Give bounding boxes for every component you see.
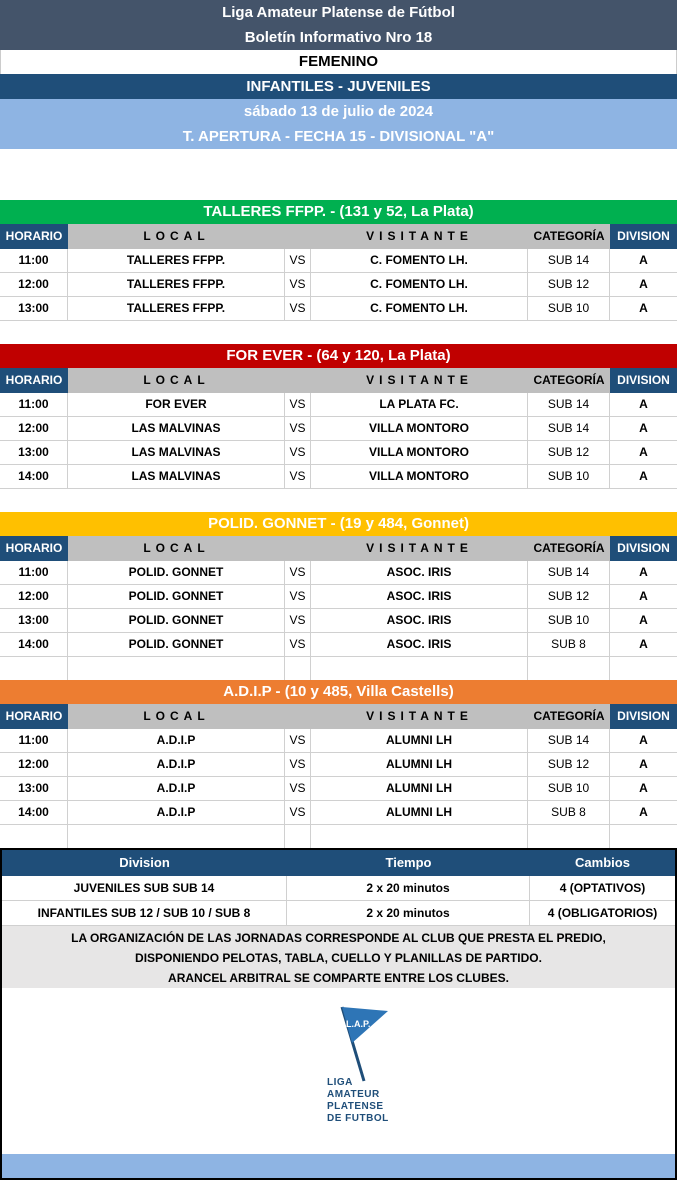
match-division: A	[639, 469, 648, 483]
match-time: 11:00	[0, 729, 68, 752]
rules-header-time: Tiempo	[385, 855, 432, 870]
visitor-team	[311, 657, 528, 680]
header-visitante: VISITANTE	[311, 536, 528, 561]
header-categoria: CATEGORÍA	[528, 224, 610, 249]
visitor-team: VILLA MONTORO	[311, 441, 528, 464]
header-categoria: CATEGORÍA	[528, 704, 610, 729]
match-division: A	[639, 421, 648, 435]
vs-label: VS	[285, 249, 311, 272]
match-division: A	[639, 637, 648, 651]
header-local: LOCAL	[68, 368, 285, 393]
match-row	[0, 273, 677, 297]
rules-header	[2, 850, 675, 876]
match-division: A	[639, 565, 648, 579]
local-team: FOR EVER	[68, 393, 285, 416]
tournament-label: T. APERTURA - FECHA 15 - DIVISIONAL "A"	[182, 128, 495, 145]
match-time	[0, 825, 68, 848]
match-category: SUB 14	[528, 249, 610, 272]
local-team: A.D.I.P	[68, 753, 285, 776]
venue-block	[0, 512, 677, 681]
match-row	[0, 777, 677, 801]
header-vs	[285, 536, 311, 561]
match-row	[0, 825, 677, 849]
match-division: A	[639, 277, 648, 291]
match-time: 12:00	[0, 753, 68, 776]
visitor-team: ASOC. IRIS	[311, 609, 528, 632]
schedule-header	[0, 536, 677, 561]
organization-notes	[2, 926, 675, 988]
note-line: DISPONIENDO PELOTAS, TABLA, CUELLO Y PLANILLAS DE PARTIDO.	[135, 951, 542, 965]
visitor-team: C. FOMENTO LH.	[311, 249, 528, 272]
rules-header-changes: Cambios	[575, 855, 630, 870]
match-row	[0, 585, 677, 609]
match-category: SUB 14	[528, 393, 610, 416]
match-division	[610, 825, 677, 848]
visitor-team: ALUMNI LH	[311, 777, 528, 800]
header-visitante: VISITANTE	[311, 224, 528, 249]
match-row	[0, 297, 677, 321]
match-category: SUB 14	[528, 417, 610, 440]
logo-line: AMATEUR	[327, 1089, 380, 1100]
header-local: LOCAL	[68, 224, 285, 249]
match-row	[0, 801, 677, 825]
local-team: LAS MALVINAS	[68, 441, 285, 464]
date-band	[0, 99, 677, 149]
match-time: 12:00	[0, 585, 68, 608]
visitor-team: C. FOMENTO LH.	[311, 297, 528, 320]
local-team: A.D.I.P	[68, 777, 285, 800]
match-time: 14:00	[0, 633, 68, 656]
match-row	[0, 633, 677, 657]
header-horario: HORARIO	[0, 224, 68, 249]
rules-changes: 4 (OBLIGATORIOS)	[547, 906, 658, 920]
match-category: SUB 10	[528, 465, 610, 488]
local-team: LAS MALVINAS	[68, 417, 285, 440]
vs-label	[285, 657, 311, 680]
vs-label: VS	[285, 777, 311, 800]
match-time: 13:00	[0, 297, 68, 320]
vs-label: VS	[285, 417, 311, 440]
venue-title: A.D.I.P - (10 y 485, Villa Castells)	[0, 680, 677, 704]
local-team: A.D.I.P	[68, 801, 285, 824]
rules-row	[2, 901, 675, 926]
venue-title: TALLERES FFPP. - (131 y 52, La Plata)	[0, 200, 677, 224]
match-division: A	[639, 733, 648, 747]
schedule-header	[0, 704, 677, 729]
visitor-team: ASOC. IRIS	[311, 561, 528, 584]
local-team: POLID. GONNET	[68, 633, 285, 656]
rules-changes: 4 (OPTATIVOS)	[559, 881, 646, 895]
match-row	[0, 417, 677, 441]
header-vs	[285, 368, 311, 393]
note-line: ARANCEL ARBITRAL SE COMPARTE ENTRE LOS CLUBES.	[168, 971, 509, 985]
header-division: DIVISION	[610, 704, 677, 729]
local-team	[68, 657, 285, 680]
header-categoria: CATEGORÍA	[528, 536, 610, 561]
header-division: DIVISION	[610, 368, 677, 393]
schedule-header	[0, 224, 677, 249]
header-division: DIVISION	[610, 224, 677, 249]
venue-title: FOR EVER - (64 y 120, La Plata)	[0, 344, 677, 368]
rules-time: 2 x 20 minutos	[287, 876, 530, 900]
match-category: SUB 14	[528, 729, 610, 752]
match-category: SUB 8	[528, 633, 610, 656]
local-team: A.D.I.P	[68, 729, 285, 752]
footer-bar	[2, 1154, 675, 1178]
match-category: SUB 12	[528, 441, 610, 464]
match-division: A	[639, 757, 648, 771]
note-line: LA ORGANIZACIÓN DE LAS JORNADAS CORRESPONDE AL CLUB QUE PRESTA EL PREDIO,	[71, 931, 606, 945]
visitor-team: ASOC. IRIS	[311, 633, 528, 656]
match-category: SUB 10	[528, 777, 610, 800]
rules-time: 2 x 20 minutos	[287, 901, 530, 925]
match-division: A	[639, 589, 648, 603]
header-categoria: CATEGORÍA	[528, 368, 610, 393]
match-time: 13:00	[0, 777, 68, 800]
league-logo	[322, 1005, 412, 1130]
header-vs	[285, 224, 311, 249]
match-time: 11:00	[0, 249, 68, 272]
vs-label: VS	[285, 297, 311, 320]
vs-label: VS	[285, 273, 311, 296]
vs-label: VS	[285, 585, 311, 608]
venue-block	[0, 344, 677, 489]
pennant-flag-icon	[322, 1005, 412, 1085]
match-row	[0, 249, 677, 273]
vs-label: VS	[285, 441, 311, 464]
visitor-team	[311, 825, 528, 848]
visitor-team: VILLA MONTORO	[311, 417, 528, 440]
match-category: SUB 10	[528, 609, 610, 632]
header-visitante: VISITANTE	[311, 368, 528, 393]
vs-label: VS	[285, 729, 311, 752]
category-label: INFANTILES - JUVENILES	[0, 74, 677, 99]
match-division: A	[639, 805, 648, 819]
match-time: 13:00	[0, 441, 68, 464]
local-team: LAS MALVINAS	[68, 465, 285, 488]
local-team: TALLERES FFPP.	[68, 249, 285, 272]
header-vs	[285, 704, 311, 729]
local-team	[68, 825, 285, 848]
match-time: 14:00	[0, 801, 68, 824]
vs-label: VS	[285, 609, 311, 632]
local-team: TALLERES FFPP.	[68, 273, 285, 296]
vs-label: VS	[285, 561, 311, 584]
match-row	[0, 393, 677, 417]
logo-line: DE FUTBOL	[327, 1113, 389, 1124]
match-time: 12:00	[0, 273, 68, 296]
match-category	[528, 657, 610, 680]
header-division: DIVISION	[610, 536, 677, 561]
rules-row	[2, 876, 675, 901]
local-team: POLID. GONNET	[68, 585, 285, 608]
venue-title: POLID. GONNET - (19 y 484, Gonnet)	[0, 512, 677, 536]
gender-label: FEMENINO	[0, 50, 677, 74]
match-row	[0, 441, 677, 465]
visitor-team: VILLA MONTORO	[311, 465, 528, 488]
rules-division: JUVENILES SUB SUB 14	[2, 876, 287, 900]
header-horario: HORARIO	[0, 536, 68, 561]
match-division: A	[639, 253, 648, 267]
match-category: SUB 8	[528, 801, 610, 824]
match-time: 14:00	[0, 465, 68, 488]
local-team: POLID. GONNET	[68, 609, 285, 632]
match-row	[0, 609, 677, 633]
schedule-header	[0, 368, 677, 393]
header-horario: HORARIO	[0, 704, 68, 729]
match-division	[610, 657, 677, 680]
logo-line: LIGA	[327, 1077, 353, 1088]
match-category: SUB 12	[528, 273, 610, 296]
local-team: POLID. GONNET	[68, 561, 285, 584]
match-division: A	[639, 301, 648, 315]
visitor-team: ASOC. IRIS	[311, 585, 528, 608]
match-time: 13:00	[0, 609, 68, 632]
match-time: 12:00	[0, 417, 68, 440]
match-row	[0, 465, 677, 489]
venue-block	[0, 200, 677, 321]
visitor-team: ALUMNI LH	[311, 729, 528, 752]
match-row	[0, 657, 677, 681]
logo-line: PLATENSE	[327, 1101, 384, 1112]
bulletin-header	[0, 0, 677, 50]
rules-division: INFANTILES SUB 12 / SUB 10 / SUB 8	[2, 901, 287, 925]
match-division: A	[639, 781, 648, 795]
match-time: 11:00	[0, 393, 68, 416]
vs-label: VS	[285, 465, 311, 488]
vs-label: VS	[285, 801, 311, 824]
rules-section	[0, 848, 677, 1180]
vs-label	[285, 825, 311, 848]
match-category: SUB 10	[528, 297, 610, 320]
header-visitante: VISITANTE	[311, 704, 528, 729]
vs-label: VS	[285, 633, 311, 656]
match-division: A	[639, 445, 648, 459]
match-date: sábado 13 de julio de 2024	[243, 103, 434, 120]
visitor-team: C. FOMENTO LH.	[311, 273, 528, 296]
match-row	[0, 729, 677, 753]
bulletin-number: Boletín Informativo Nro 18	[244, 29, 433, 46]
match-time	[0, 657, 68, 680]
match-category: SUB 12	[528, 753, 610, 776]
rules-header-division: Division	[119, 855, 170, 870]
match-division: A	[639, 397, 648, 411]
match-time: 11:00	[0, 561, 68, 584]
visitor-team: ALUMNI LH	[311, 801, 528, 824]
header-horario: HORARIO	[0, 368, 68, 393]
local-team: TALLERES FFPP.	[68, 297, 285, 320]
venue-block	[0, 680, 677, 849]
visitor-team: ALUMNI LH	[311, 753, 528, 776]
header-local: LOCAL	[68, 536, 285, 561]
match-row	[0, 561, 677, 585]
match-division: A	[639, 613, 648, 627]
match-row	[0, 753, 677, 777]
match-category: SUB 12	[528, 585, 610, 608]
visitor-team: LA PLATA FC.	[311, 393, 528, 416]
match-category: SUB 14	[528, 561, 610, 584]
vs-label: VS	[285, 753, 311, 776]
logo-flag-text: L.A.P.	[346, 1019, 371, 1029]
vs-label: VS	[285, 393, 311, 416]
match-category	[528, 825, 610, 848]
header-local: LOCAL	[68, 704, 285, 729]
league-title: Liga Amateur Platense de Fútbol	[222, 4, 455, 21]
